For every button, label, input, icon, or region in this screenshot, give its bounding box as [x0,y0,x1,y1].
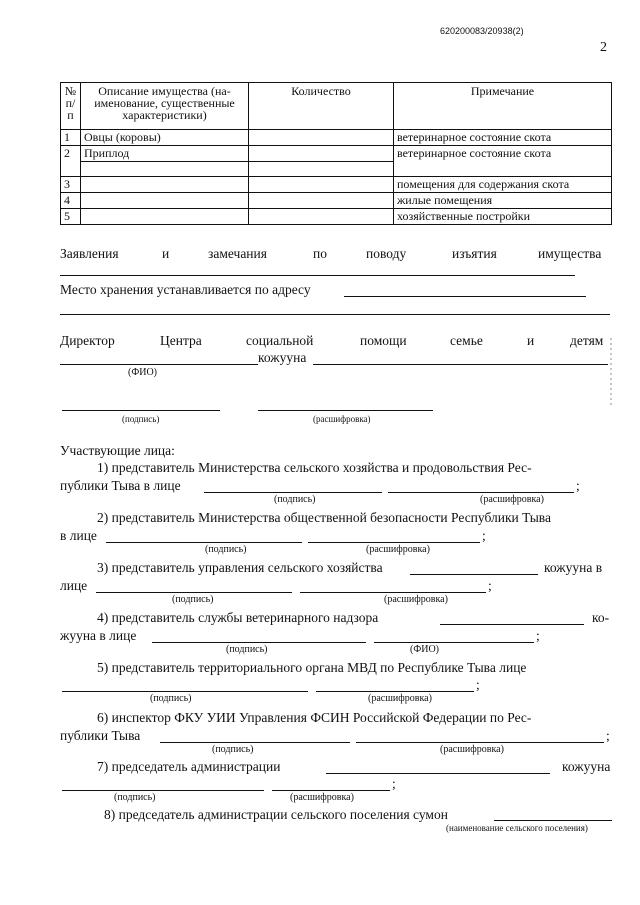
director-word: детям [570,333,604,348]
statements-word: Заявления [60,246,119,261]
sign-caption: (подпись) [122,414,160,424]
participant-6-line2: публики Тыва [60,728,141,743]
decode-caption: (расшифровка) [366,544,430,555]
table-row [61,130,612,146]
participant-4-line1: 4) представитель службы ветеринарного надзора [97,610,379,625]
blank-line [60,364,258,365]
director-word: и [527,333,535,348]
participants-title: Участвующие лица: [60,443,175,458]
participant-2-line2: в лице [60,528,97,543]
blank-line [60,275,575,276]
property-table [60,82,612,225]
cell-num: 1 [61,130,81,146]
table-row [61,193,612,209]
blank-line [494,820,612,821]
decode-caption: (расшифровка) [480,494,544,505]
semicolon: ; [482,528,486,543]
blank-line [326,773,550,774]
participant-2-line1: 2) представитель Министерства общественной безопасности Республики Тыва [97,510,551,525]
cell-note: ветеринарное состояние скота [394,146,612,177]
sign-caption: (подпись) [274,494,316,505]
director-word: семье [450,333,483,348]
signature-line [160,742,350,743]
director-word: социальной [246,333,314,348]
cell-description [81,193,249,209]
cell-quantity [249,146,394,177]
cell-description [81,146,249,177]
col-header-quantity: Количество [249,83,394,130]
decode-line [300,592,486,593]
decode-line [356,742,604,743]
cell-description [81,209,249,225]
sign-caption: (подпись) [114,792,156,803]
signature-line [62,410,220,411]
cell-quantity [249,130,394,146]
participant-3-line1: 3) представитель управления сельского хозяйства [97,560,383,575]
statements-word: изъятия [452,246,497,261]
col-header-description: Описание имущества (на-именование, существенные характеристики) [81,83,249,130]
cell-note: помещения для содержания скота [394,177,612,193]
margin-mark [608,338,614,408]
cell-description [81,177,249,193]
signature-line [62,790,264,791]
decode-line [308,542,480,543]
semicolon: ; [606,728,610,743]
signature-line [152,642,366,643]
semicolon: ; [392,776,396,791]
semicolon: ; [476,677,480,692]
director-word: Директор [60,333,115,348]
director-word: Центра [160,333,202,348]
col-header-note: Примечание [394,83,612,130]
cell-divider [249,146,393,162]
cell-description-text: Приплод [81,146,248,162]
fio-caption: (ФИО) [128,367,158,378]
sign-caption: (подпись) [212,744,254,755]
participant-3-kozhuuna: кожууна в [544,560,603,575]
cell-note: ветеринарное состояние скота [394,130,612,146]
statements-word: по [313,246,327,261]
blank-line [313,364,608,365]
participant-3-line2: лице [60,578,88,593]
blank-line [410,574,538,575]
decode-caption: (расшифровка) [368,693,432,704]
page-number: 2 [600,40,607,55]
fio-caption: (ФИО) [410,644,440,655]
participant-8-line1: 8) председатель администрации сельского поселения сумон [104,807,448,822]
col-header-num: № п/п [61,83,81,130]
participant-6-line1: 6) инспектор ФКУ УИИ Управления ФСИН Российской Федерации по Рес- [97,710,532,725]
statements-word: и [162,246,170,261]
decode-line [258,410,433,411]
decode-caption: (расшифровка) [384,594,448,605]
decode-line [272,790,390,791]
signature-line [106,542,302,543]
table-row [61,209,612,225]
decode-caption: (расшифровка) [440,744,504,755]
signature-line [96,592,292,593]
decode-caption: (расшифровка) [313,414,371,424]
statements-word: замечания [208,246,267,261]
participant-1-line1: 1) представитель Министерства сельского хозяйства и продовольствия Рес- [97,460,532,475]
cell-description: Овцы (коровы) [81,130,249,146]
cell-num: 5 [61,209,81,225]
sign-caption: (подпись) [150,693,192,704]
sign-caption: (подпись) [226,644,268,655]
signature-line [204,492,382,493]
statements-word: поводу [366,246,407,261]
kozhuuna-label: кожууна [258,350,307,365]
participant-5-line1: 5) представитель территориального органа МВД по Республике Тыва лице [97,660,527,675]
sign-caption: (подпись) [172,594,214,605]
semicolon: ; [488,578,492,593]
cell-num: 3 [61,177,81,193]
participant-7-line1: 7) председатель администрации [97,759,281,774]
table-header-row [61,83,612,130]
signature-line [62,691,308,692]
blank-line [440,624,584,625]
participant-4-line2: жууна в лице [60,628,137,643]
cell-quantity [249,177,394,193]
semicolon: ; [576,478,580,493]
document-id: 620200083/20938(2) [440,26,524,36]
blank-line [60,314,610,315]
cell-num: 4 [61,193,81,209]
semicolon: ; [536,628,540,643]
participant-7-kozhuuna: кожууна [562,759,611,774]
cell-note: жилые помещения [394,193,612,209]
settlement-caption: (наименование сельского поселения) [446,823,588,833]
cell-quantity [249,209,394,225]
sign-caption: (подпись) [205,544,247,555]
address-line [344,296,586,297]
decode-line [316,691,474,692]
table-row [61,146,612,177]
statements-word: имущества [538,246,602,261]
director-word: помощи [360,333,407,348]
storage-label: Место хранения устанавливается по адресу [60,282,311,297]
table-row [61,177,612,193]
participant-1-line2: публики Тыва в лице [60,478,181,493]
participant-4-ko: ко- [592,610,610,625]
decode-line [388,492,574,493]
fio-line [374,642,534,643]
cell-num: 2 [61,146,81,177]
cell-note: хозяйственные постройки [394,209,612,225]
cell-quantity [249,193,394,209]
decode-caption: (расшифровка) [290,792,354,803]
